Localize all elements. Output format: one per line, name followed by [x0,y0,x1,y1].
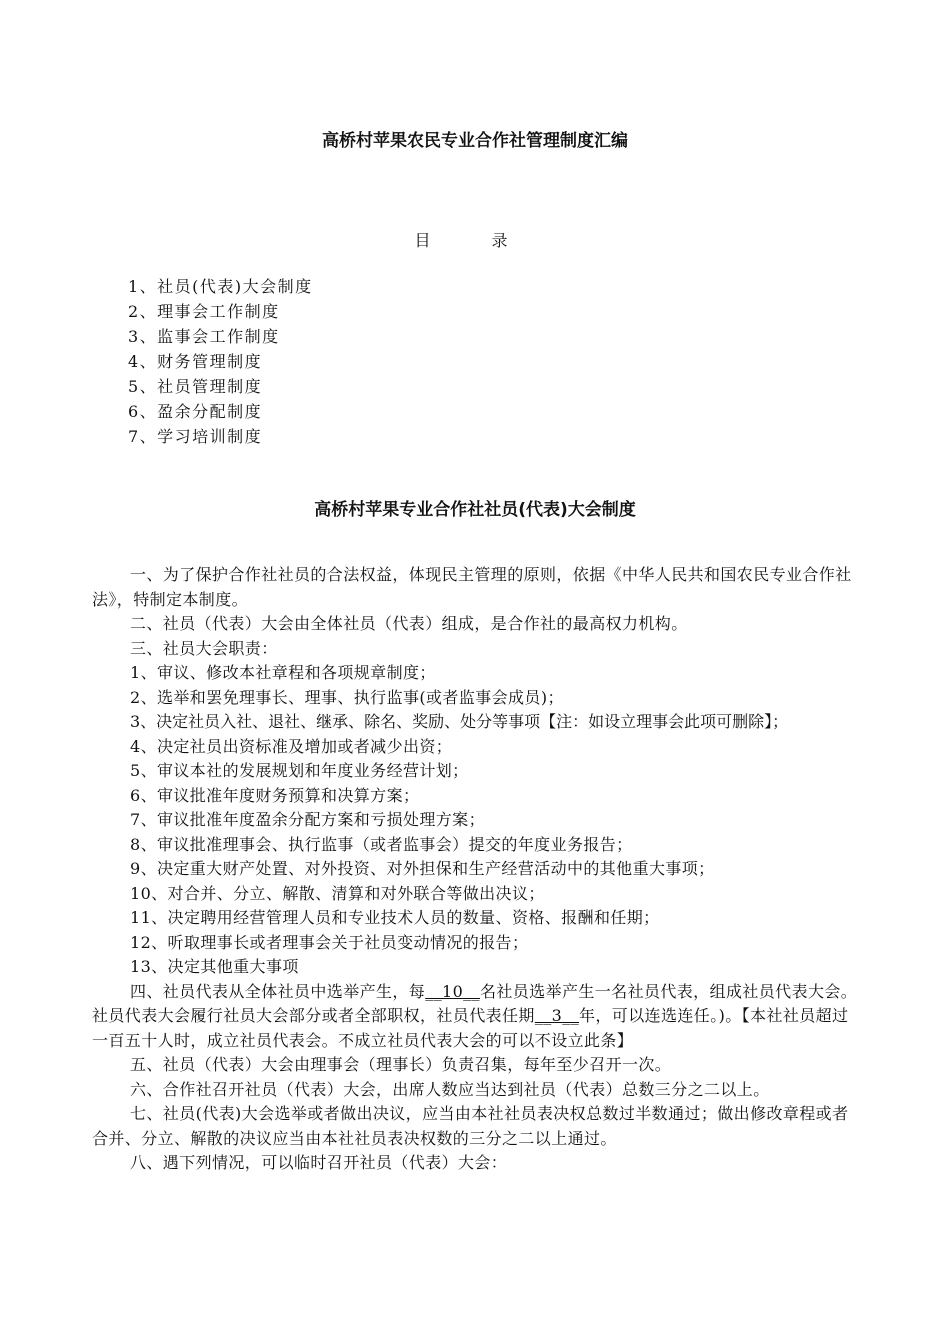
duty-item: 12、听取理事长或者理事会关于社员变动情况的报告； [130,932,529,952]
toc-heading: 目 录 [414,231,536,250]
paragraph-4-part-a: 四、社员代表从全体社员中选举产生，每 [130,981,426,1001]
duty-item: 2、选举和罢免理事长、理事、执行监事(或者监事会成员)； [130,687,564,707]
duty-item: 7、审议批准年度盈余分配方案和亏损处理方案； [130,810,485,829]
representative-ratio: __10__ [425,981,480,1001]
document-title: 高桥村苹果农民专业合作社管理制度汇编 [322,131,628,151]
section-title: 高桥村苹果专业合作社社员(代表)大会制度 [314,500,636,520]
paragraph-4 [92,980,862,1054]
section-body [92,563,862,1176]
duty-item: 9、决定重大财产处置、对外投资、对外担保和生产经营活动中的其他重大事项； [130,859,715,878]
toc-item: 5、社员管理制度 [128,377,263,396]
duty-item: 10、对合并、分立、解散、清算和对外联合等做出决议； [130,883,545,903]
duty-item: 5、审议本社的发展规划和年度业务经营计划； [130,761,469,780]
paragraph-4-part-c: 年，可以连选连任。)。【本社社员超过一百五十人时，成立社员代表会。不成立社员代表大会的可以不设立此条】 [92,1006,849,1050]
paragraph-1: 一、为了保护合作社社员的合法权益，体现民主管理的原则，依据《中华人民共和国农民专业合作社法》，特制定本制度。 [92,565,852,609]
duty-item: 13、决定其他重大事项 [130,957,299,976]
paragraph-7: 七、社员(代表)大会选举或者做出决议，应当由本社社员表决权总数过半数通过；做出修改章程或者合并、分立、解散的决议应当由本社社员表决权数的三分之二以上通过。 [92,1104,849,1148]
duty-item: 4、决定社员出资标准及增加或者减少出资； [130,736,453,756]
paragraph-3: 三、社员大会职责： [130,638,278,658]
paragraph-8: 八、遇下列情况，可以临时召开社员（代表）大会： [130,1153,508,1172]
toc-list [128,274,313,449]
toc-item: 6、盈余分配制度 [128,402,263,421]
term-years: __3__ [534,1006,579,1025]
toc-item: 2、理事会工作制度 [128,302,280,321]
toc-item: 3、监事会工作制度 [128,327,280,346]
duty-item: 1、审议、修改本社章程和各项规章制度； [130,663,436,682]
paragraph-2: 二、社员（代表）大会由全体社员（代表）组成，是合作社的最高权力机构。 [130,614,688,633]
paragraph-6: 六、合作社召开社员（代表）大会，出席人数应当达到社员（代表）总数三分之二以上。 [130,1079,770,1099]
toc-item: 7、学习培训制度 [128,427,263,446]
duty-item: 3、决定社员入社、退社、继承、除名、奖励、处分等事项【注：如设立理事会此项可删除】； [130,712,789,731]
paragraph-5: 五、社员（代表）大会由理事会（理事长）负责召集，每年至少召开一次。 [130,1055,672,1074]
paragraph-4-part-b: 名社员选举产生一名社员代表，组成社员代表大会。社员代表大会履行社员大会部分或者全部职权，社员代表任期 [92,981,858,1025]
duty-item: 6、审议批准年度财务预算和决算方案； [130,785,420,805]
duty-item: 8、审议批准理事会、执行监事（或者监事会）提交的年度业务报告； [130,834,633,854]
duties-list [92,661,862,980]
toc-item: 1、社员(代表)大会制度 [128,277,313,296]
toc-item: 4、财务管理制度 [128,352,263,371]
duty-item: 11、决定聘用经营管理人员和专业技术人员的数量、资格、报酬和任期； [130,908,660,927]
